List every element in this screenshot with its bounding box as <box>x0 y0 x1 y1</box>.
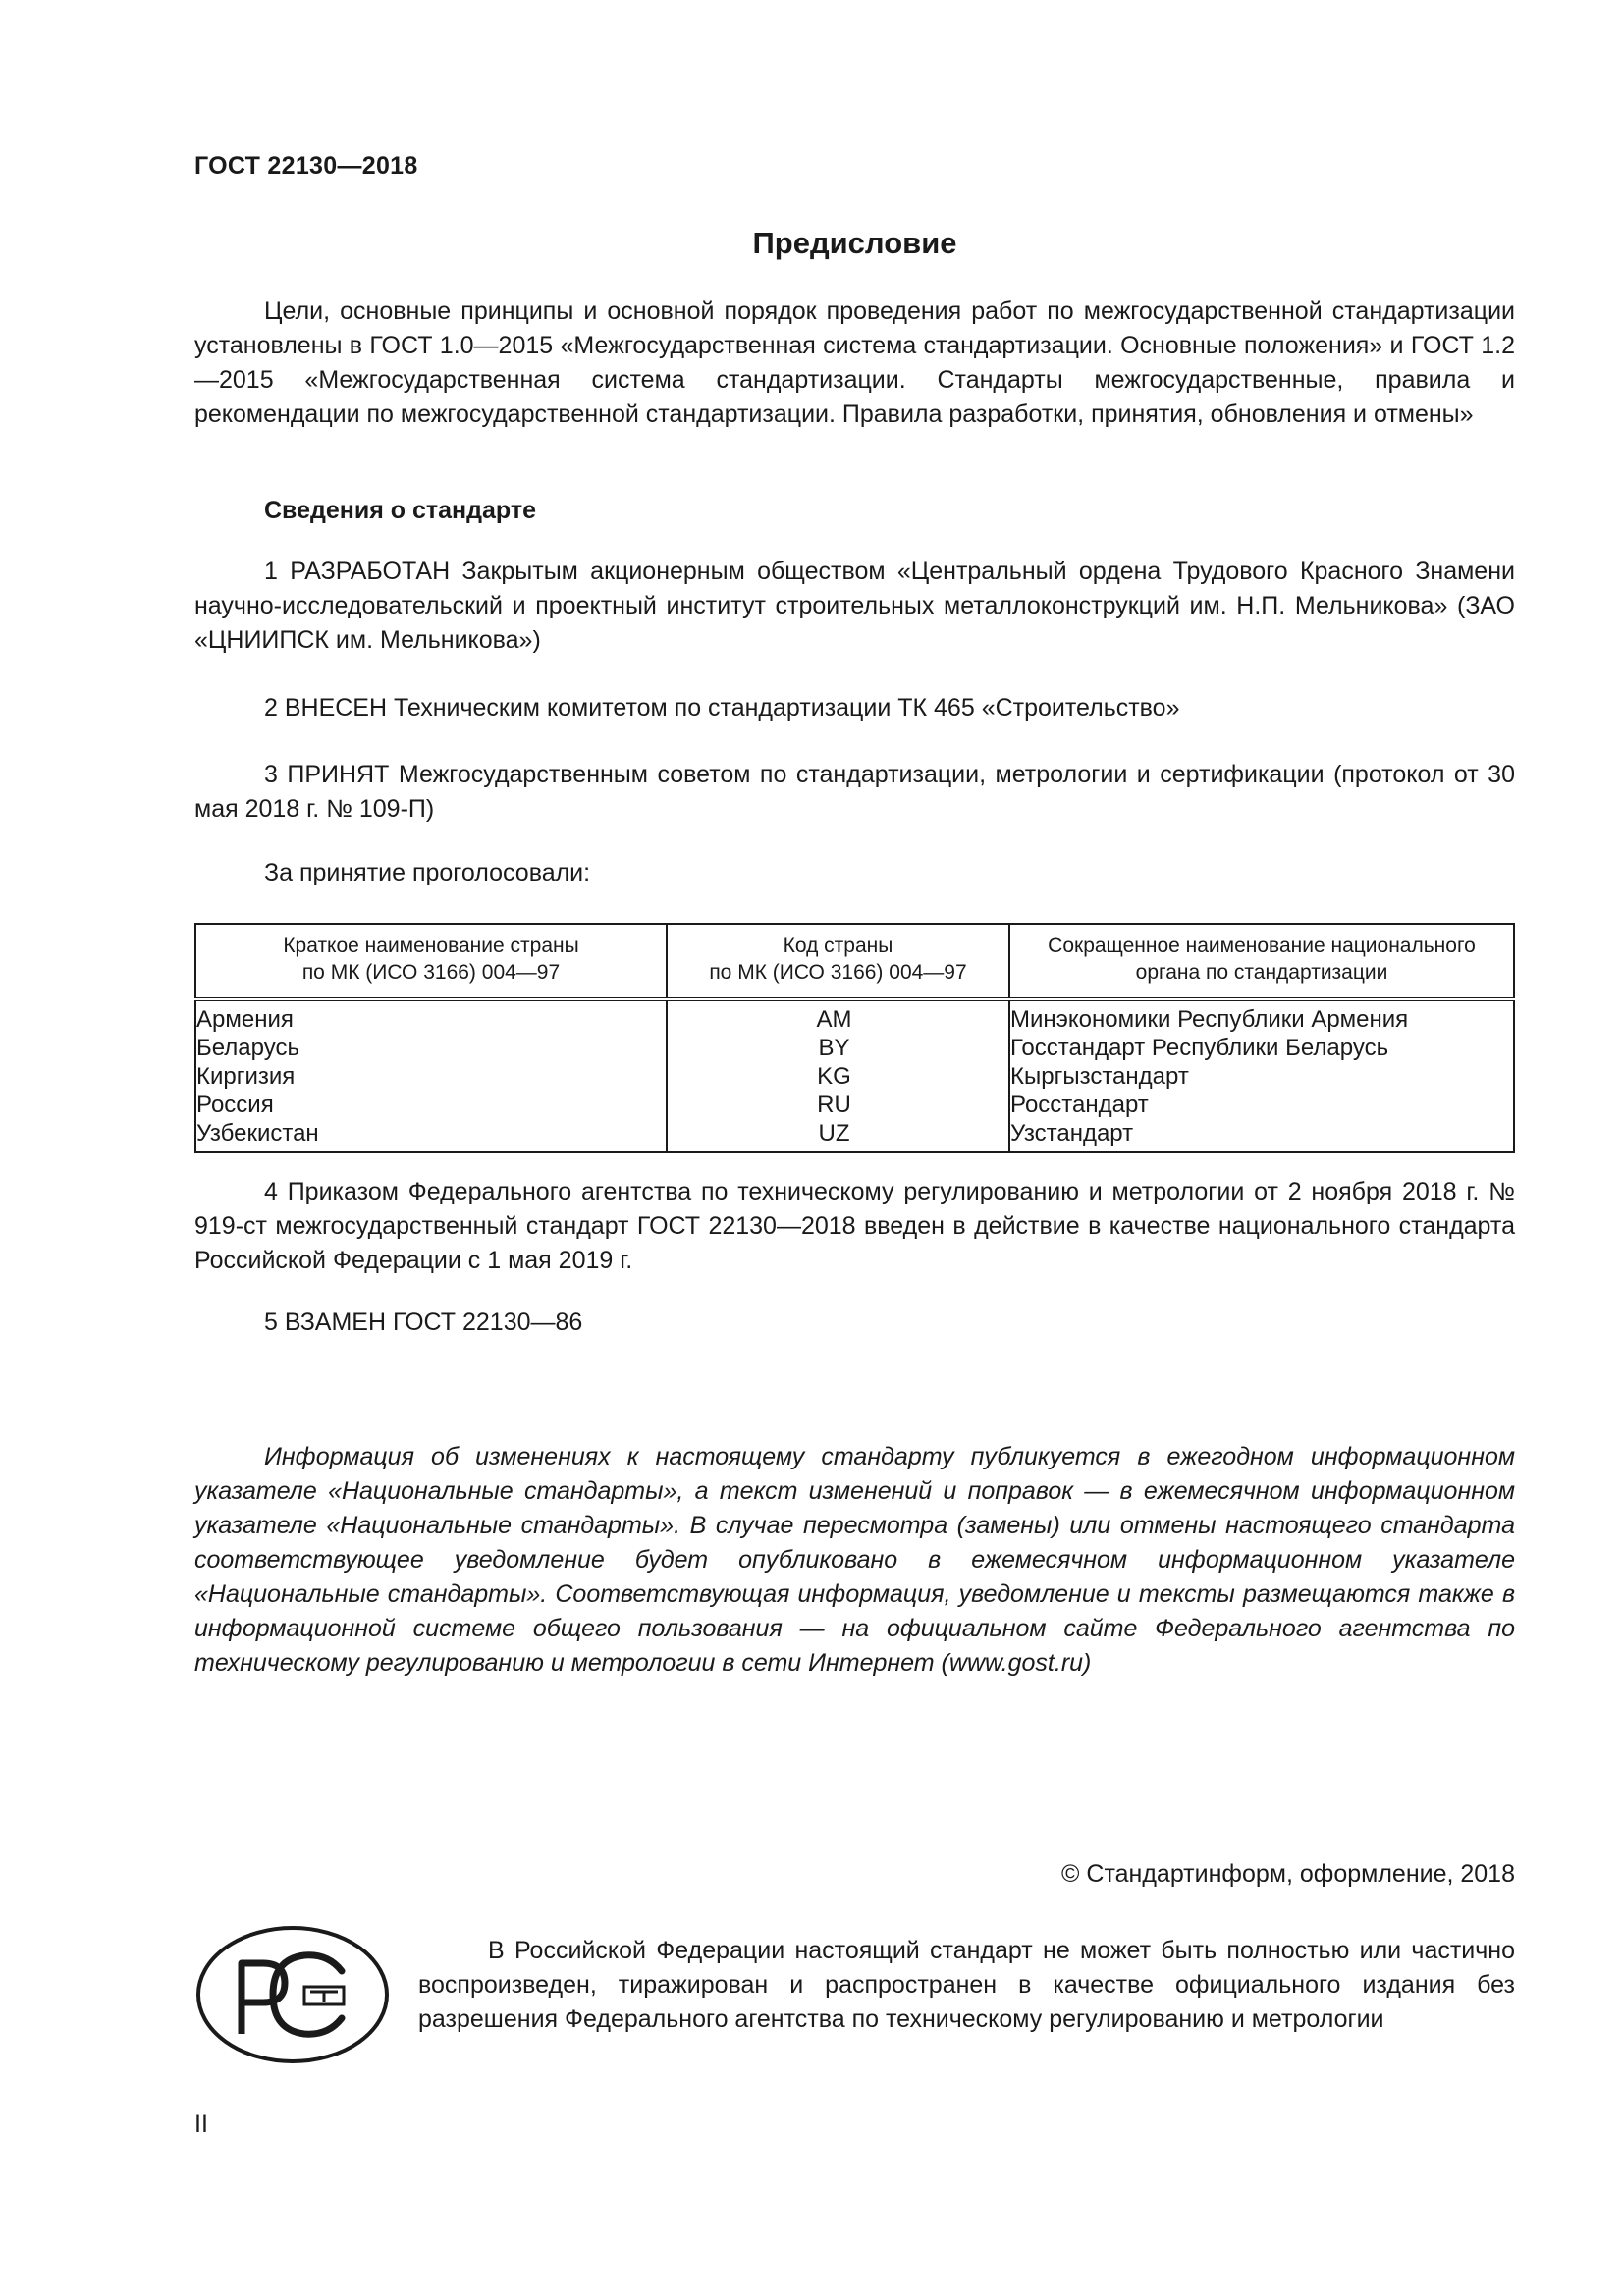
country-code: KG <box>817 1063 851 1090</box>
country-code: RU <box>817 1092 851 1118</box>
item-adopted: 3 ПРИНЯТ Межгосударственным советом по стандартизации, метрологии и сертификации (протокол от 30 мая 2018 г. № 109-П) <box>194 761 1515 823</box>
country-name: Узбекистан <box>196 1120 319 1147</box>
code-column <box>667 999 1009 1152</box>
country-code: AM <box>816 1006 852 1033</box>
organization-column <box>1009 999 1514 1152</box>
intro-paragraph: Цели, основные принципы и основной порядок проведения работ по межгосударственной стандартизации установлены в ГОСТ 1.0—2015 «Межгосударственная система стандартизации. Основные положения» и ГОСТ 1.2—2015 «Межгосударственная система стандартизации. Стандарты межгосударственные, правила и рекомендации по межгосударственной стандартизации. Правила разработки, принятия, обновления и отмены» <box>194 297 1515 428</box>
info-heading: Сведения о стандарте <box>264 497 537 524</box>
vote-table <box>194 923 1515 1153</box>
change-info-paragraph: Информация об изменениях к настоящему стандарту публикуется в ежегодном информационном указателе «Национальные стандарты», а текст изменений и поправок — в ежемесячном информационном указателе «Национальные стандарты». В случае пересмотра (замены) или отмены настоящего стандарта соответствующее уведомление будет опубликовано в ежемесячном информационном указателе «Национальные стандарты». Соответствующая информация, уведомление и тексты размещаются также в информационной системе общего пользования — на официальном сайте Федерального агентства по техническому регулированию и метрологии в сети Интернет (www.gost.ru) <box>194 1443 1515 1677</box>
item-introduced: 2 ВНЕСЕН Техническим комитетом по стандартизации ТК 465 «Строительство» <box>264 694 1180 721</box>
country-name: Россия <box>196 1092 274 1118</box>
country-code: UZ <box>818 1120 850 1147</box>
organization-name: Госстандарт Республики Беларусь <box>1010 1035 1389 1061</box>
voted-label: За принятие проголосовали: <box>264 859 591 886</box>
header-code: Код страны по МК (ИСО 3166) 004—97 <box>667 924 1009 999</box>
rst-logo-icon <box>194 1924 391 2066</box>
organization-name: Росстандарт <box>1010 1092 1149 1118</box>
vote-table-body <box>195 999 1514 1152</box>
organization-name: Кыргызстандарт <box>1010 1063 1189 1090</box>
rights-notice: В Российской Федерации настоящий стандарт не может быть полностью или частично воспроизведен, тиражирован и распространен в качестве официального издания без разрешения Федерального агентства по техническому регулированию и метрологии <box>418 1937 1515 2033</box>
item-order: 4 Приказом Федерального агентства по техническому регулированию и метрологии от 2 ноября 2018 г. № 919-ст межгосударственный стандарт ГОСТ 22130—2018 введен в действие в качестве национального стандарта Российской Федерации с 1 мая 2019 г. <box>194 1178 1515 1274</box>
copyright-notice: © Стандартинформ, оформление, 2018 <box>1061 1860 1515 1888</box>
organization-name: Узстандарт <box>1010 1120 1134 1147</box>
country-name: Киргизия <box>196 1063 296 1090</box>
page-title: Предисловие <box>752 226 957 260</box>
country-code: BY <box>818 1035 850 1061</box>
header-country: Краткое наименование страны по МК (ИСО 3166) 004—97 <box>283 934 579 984</box>
item-developed: 1 РАЗРАБОТАН Закрытым акционерным обществом «Центральный ордена Трудового Красного Знамени научно-исследовательский и проектный институт строительных металлоконструкций им. Н.П. Мельникова» (ЗАО «ЦНИИПСК им. Мельникова») <box>194 558 1515 654</box>
document-code: ГОСТ 22130—2018 <box>194 152 418 180</box>
country-name: Армения <box>196 1006 294 1033</box>
country-column <box>195 999 667 1152</box>
page-number: II <box>194 2110 208 2138</box>
item-replaces: 5 ВЗАМЕН ГОСТ 22130—86 <box>264 1308 583 1336</box>
vote-table-header-row <box>195 924 1514 999</box>
organization-name: Минэкономики Республики Армения <box>1010 1006 1409 1033</box>
country-name: Беларусь <box>196 1035 299 1061</box>
header-organization: Сокращенное наименование национального органа по стандартизации <box>1009 924 1514 999</box>
